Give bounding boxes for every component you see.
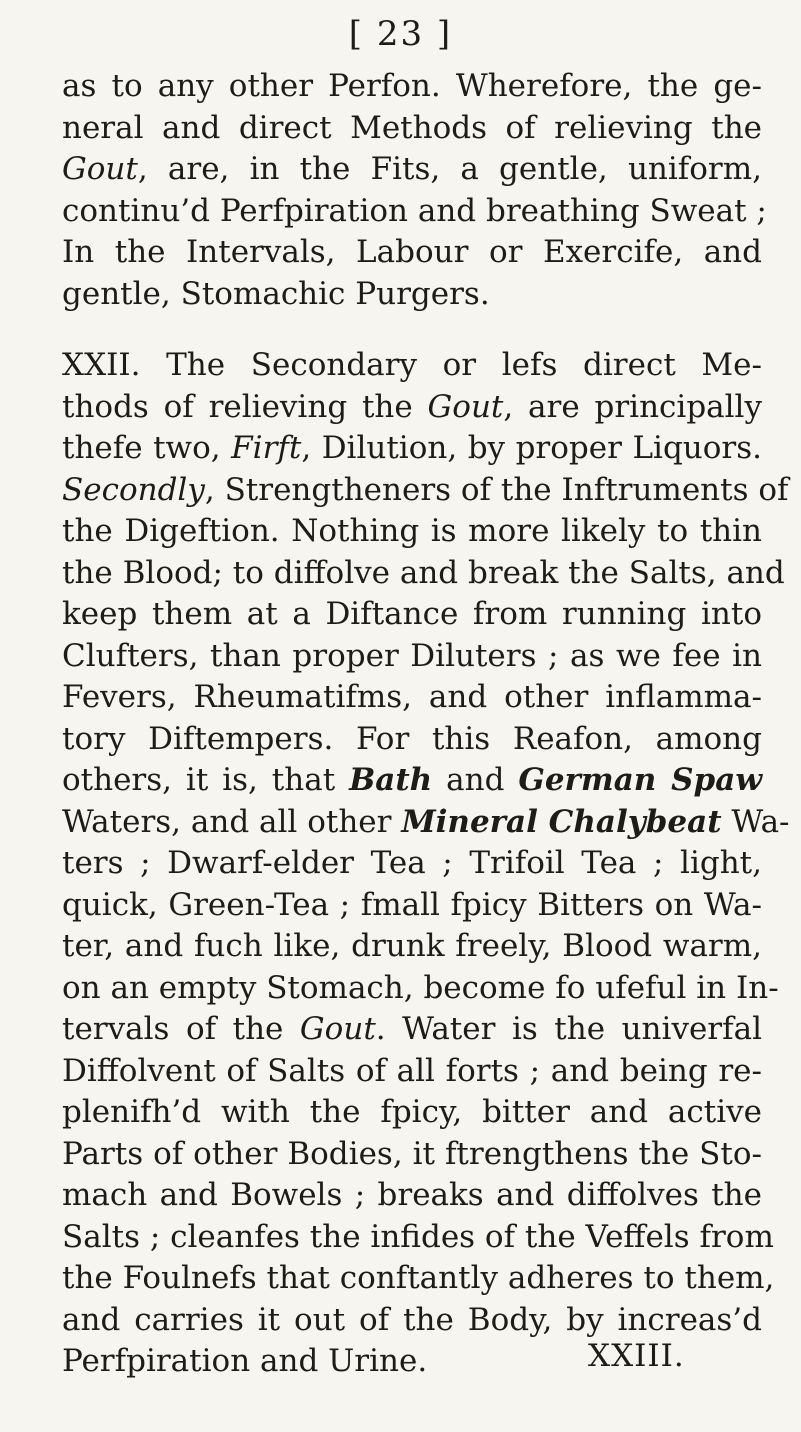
text-line <box>62 149 762 191</box>
italic-term: Gout <box>62 151 138 187</box>
text-run: , Dilution, by proper Liquors. <box>301 430 762 466</box>
text-line <box>62 594 762 636</box>
paragraph-gap <box>62 315 762 345</box>
text-run: others, it is, that <box>62 762 350 798</box>
text-run: on an empty Stomach, become fo ufeful in In- <box>62 969 779 1006</box>
text-run: , Strengtheners of the Inftruments of <box>204 471 789 508</box>
text-line <box>62 760 762 802</box>
text-run: and <box>432 762 519 798</box>
text-line <box>62 345 762 387</box>
text-run: the Blood; to diffolve and break the Salts, and <box>62 554 785 591</box>
text-line <box>62 1009 762 1051</box>
text-run: the Foulnefs that conftantly adheres to them, <box>62 1260 775 1296</box>
text-run: tervals of the <box>62 1011 300 1047</box>
text-run: continu’d Perfpiration and breathing Sweat ; <box>62 192 767 229</box>
text-line <box>62 428 762 470</box>
text-run: XXII. The Secondary or lefs direct Me- <box>62 347 762 383</box>
italic-term: Gout <box>427 388 504 425</box>
text-run: . Water is the univerfal <box>375 1011 762 1047</box>
text-line <box>62 719 762 761</box>
text-line <box>62 553 785 595</box>
text-line <box>62 885 762 927</box>
text-run: , are, in the Fits, a gentle, uniform, <box>137 151 762 187</box>
text-line <box>62 108 762 150</box>
text-run: thods of relieving the <box>62 388 428 425</box>
page-number: [ 23 ] <box>348 14 453 54</box>
text-line <box>62 1258 775 1300</box>
text-line <box>62 274 762 316</box>
italic-term: Secondly <box>62 471 205 508</box>
text-line <box>62 802 790 844</box>
text-run: Parts of other Bodies, it ftrengthens the Sto- <box>62 1135 762 1172</box>
text-run: Diffolvent of Salts of all forts ; and being re- <box>62 1052 762 1089</box>
text-run: the Digeftion. Nothing is more likely to thin <box>62 513 762 549</box>
text-run: In the Intervals, Labour or Exercife, and <box>62 234 762 270</box>
text-line <box>62 1134 762 1176</box>
text-line <box>62 191 767 233</box>
text-run: ter, and fuch like, drunk freely, Blood warm, <box>62 928 762 964</box>
text-run: plenifh’d with the fpicy, bitter and active <box>62 1094 762 1130</box>
text-run: Fevers, Rheumatifms, and other inflamma- <box>62 679 762 715</box>
text-run: Clufters, than proper Diluters ; as we fee in <box>62 637 762 674</box>
text-run: mach and Bowels ; breaks and diffolves the <box>62 1177 762 1213</box>
text-run: thefe two, <box>62 430 232 466</box>
italic-term: Gout <box>299 1011 376 1047</box>
text-run: Salts ; cleanfes the infides of the Veffels from <box>62 1218 774 1255</box>
text-line <box>62 1092 762 1134</box>
italic-term: Mineral Chalybeat <box>401 803 722 840</box>
italic-term: German Spaw <box>518 762 763 798</box>
italic-term: Firft <box>231 430 302 466</box>
text-run: and carries it out of the Body, by increas’d <box>62 1301 762 1338</box>
text-line <box>62 232 762 274</box>
paragraph-1 <box>62 66 767 315</box>
text-run: tory Diftempers. For this Reafon, among <box>62 720 762 757</box>
text-run: as to any other Perfon. Wherefore, the ge- <box>62 68 762 104</box>
text-line <box>62 511 762 553</box>
text-line <box>62 1217 774 1259</box>
paragraph-2 <box>62 345 790 1383</box>
text-line <box>62 470 789 512</box>
text-run: keep them at a Diftance from running into <box>62 596 762 632</box>
text-line <box>62 968 779 1010</box>
catchword: XXIII. <box>588 1338 685 1374</box>
text-run: ters ; Dwarf-elder Tea ; Trifoil Tea ; light, <box>62 845 762 881</box>
text-line <box>62 1175 762 1217</box>
text-line <box>62 66 762 108</box>
text-run: , are principally <box>503 388 762 425</box>
text-line <box>62 677 762 719</box>
text-run: quick, Green-Tea ; fmall fpicy Bitters on Wa- <box>62 886 762 923</box>
text-run: Wa- <box>721 803 790 840</box>
text-run: neral and direct Methods of relieving the <box>62 109 762 146</box>
italic-term: Bath <box>349 762 433 798</box>
text-line <box>62 926 762 968</box>
text-run: Perfpiration and Urine. <box>62 1343 428 1379</box>
body-text <box>62 66 790 1383</box>
text-line <box>62 1051 762 1093</box>
text-run: Waters, and all other <box>62 803 402 840</box>
text-run: gentle, Stomachic Purgers. <box>62 275 490 312</box>
text-line <box>62 1300 762 1342</box>
text-line <box>62 843 762 885</box>
text-line <box>62 636 762 678</box>
text-line <box>62 387 762 429</box>
